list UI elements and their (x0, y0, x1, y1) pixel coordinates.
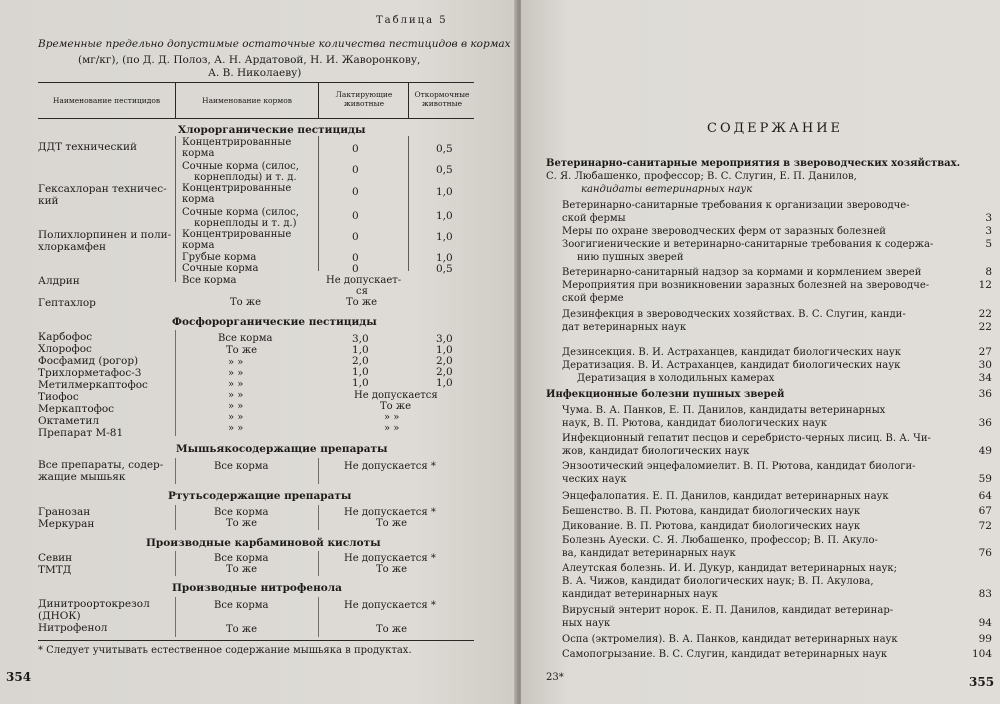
toc-line-text: Энцефалопатия. Е. П. Данилов, кандидат ветеринарных наук (562, 491, 889, 502)
toc-page-number: 67 (978, 505, 992, 517)
ditto-mark: » » (228, 390, 244, 401)
column-divider (318, 597, 319, 637)
toc-line-text: жов, кандидат биологических наук (562, 446, 750, 457)
toc-line-text: ской фермы (562, 213, 626, 224)
pesticide-name: Тиофос (38, 391, 79, 403)
pesticide-name: кий (38, 195, 59, 207)
toc-line-text: Самопогрызание. В. С. Слугин, кандидат ветеринарных наук (562, 649, 888, 660)
column-divider (175, 551, 176, 576)
lactating-value: 2,0 (352, 355, 369, 367)
toc-line-text: Инфекционные болезни пушных зверей (546, 389, 785, 400)
section-heading: Ртутьсодержащие препараты (168, 490, 352, 502)
toc-page-number: 76 (978, 547, 992, 559)
toc-page-number: 36 (978, 388, 992, 400)
feed-name: Концентрированные (182, 183, 292, 194)
toc-line-text: дат ветеринарных наук (562, 322, 687, 333)
pesticide-name: Гранозан (38, 506, 91, 518)
column-divider (175, 505, 176, 530)
pesticide-name: Метилмеркаптофос (38, 379, 148, 391)
toc-line-text: ва, кандидат ветеринарных наук (562, 548, 736, 559)
pesticide-name: Динитроортокрезол (38, 598, 150, 610)
not-allowed: ся (356, 286, 368, 297)
toc-page-number: 5 (985, 238, 992, 250)
pesticide-name: Гексахлоран техничес- (38, 183, 167, 195)
toc-line-text: наук, В. П. Рютова, кандидат биологических наук (562, 418, 827, 429)
pesticide-name: Октаметил (38, 415, 100, 427)
right-page (521, 0, 1000, 704)
toc-page-number: 12 (978, 279, 992, 291)
toc-page-number: 22 (978, 321, 992, 333)
pesticide-name: Препарат М-81 (38, 427, 124, 439)
pesticide-name: ТМТД (38, 564, 72, 576)
footnote: * Следует учитывать естественное содержание мышьяка в продуктах. (38, 645, 412, 656)
pesticide-name: Меркаптофос (38, 403, 115, 415)
not-allowed: Не допускается (354, 390, 438, 401)
column-divider (318, 505, 319, 530)
toc-line-text: кандидаты ветеринарных наук (581, 184, 753, 195)
feed-name: корма (182, 194, 215, 205)
header-fattening: Откормочные животные (414, 90, 470, 108)
lactating-value: 0 (352, 164, 359, 176)
pesticide-name: Полихлорпинен и поли- (38, 229, 172, 241)
fattening-value: 0,5 (436, 164, 453, 176)
feed-name: Концентрированные (182, 137, 292, 148)
not-allowed: Не допускается * (344, 600, 436, 611)
column-divider (175, 136, 176, 282)
feed-name: корнеплоды и т. д.) (194, 218, 297, 229)
toc-line-text: Зоогигиенические и ветеринарно-санитарные требования к содержа- (562, 239, 934, 250)
lactating-value: 1,0 (352, 377, 369, 389)
toc-page-number: 104 (971, 648, 992, 660)
toc-page-number: 3 (985, 225, 992, 237)
pesticide-name: Карбофос (38, 331, 93, 343)
pesticide-name: Хлорофос (38, 343, 92, 355)
toc-page-number: 64 (978, 490, 992, 502)
feed-name: Концентрированные (182, 229, 292, 240)
not-allowed: Не допускает- (326, 275, 402, 286)
pesticide-name: Севин (38, 552, 73, 564)
not-allowed: То же (376, 518, 407, 529)
fattening-value: 1,0 (436, 344, 453, 356)
pesticide-name: Трихлорметафос-3 (38, 367, 142, 379)
fattening-value: 1,0 (436, 252, 453, 264)
not-allowed: Не допускается * (344, 507, 436, 518)
feed-name: То же (226, 624, 257, 635)
toc-line-text: Ветеринарно-санитарный надзор за кормами и кормлением зверей (562, 267, 922, 278)
feed-name: Сочные корма (силос, (182, 161, 299, 172)
section-heading: Производные нитрофенола (172, 582, 342, 594)
ditto-mark: » » (228, 423, 244, 434)
feed-name: То же (226, 518, 257, 529)
table-source-line1: (мг/кг), (по Д. Д. Полоз, А. Н. Ардатовой, Н. И. Жаворонкову, (78, 54, 421, 66)
toc-page-number: 59 (978, 473, 992, 485)
toc-page-number: 72 (978, 520, 992, 532)
feed-name: То же (226, 345, 257, 356)
toc-line-text: кандидат ветеринарных наук (562, 589, 718, 600)
pesticide-name: Все препараты, содер- (38, 459, 164, 471)
table-title: Временные предельно допустимые остаточные количества пестицидов в кормах (38, 38, 511, 50)
pesticide-name: жащие мышьяк (38, 471, 126, 483)
toc-line-text: Ветеринарно-санитарные требования к организации звероводче- (562, 200, 910, 211)
fattening-value: 1,0 (436, 186, 453, 198)
feed-name: Сочные корма (силос, (182, 207, 299, 218)
toc-line-text: ческих наук (562, 474, 627, 485)
pesticide-name: Нитрофенол (38, 622, 108, 634)
feed-name: корма (182, 240, 215, 251)
feed-name: Все корма (182, 275, 237, 286)
toc-page-number: 99 (978, 633, 992, 645)
toc-page-number: 22 (978, 308, 992, 320)
table-source-line2: А. В. Николаеву) (208, 67, 302, 79)
page-number-right: 355 (969, 675, 995, 689)
feed-name: То же (230, 297, 261, 308)
toc-line-text: Оспа (эктромелия). В. А. Панков, кандидат ветеринарных наук (562, 634, 898, 645)
table-header-rule (38, 118, 474, 119)
printer-signature: 23* (546, 672, 564, 683)
lactating-value: 3,0 (352, 333, 369, 345)
header-lactating: Лактирующие животные (335, 90, 393, 108)
toc-page-number: 8 (985, 266, 992, 278)
fattening-value: 1,0 (436, 210, 453, 222)
header-divider (318, 82, 319, 118)
pesticide-name: ДДТ технический (38, 141, 137, 153)
header-pesticide: Наименование пестицидов (52, 96, 161, 105)
toc-line-text: Меры по охране звероводческих ферм от заразных болезней (562, 226, 886, 237)
toc-line-text: Чума. В. А. Панков, Е. П. Данилов, кандидаты ветеринарных (562, 405, 886, 416)
lactating-value: 0 (352, 263, 359, 275)
feed-name: Все корма (218, 333, 273, 344)
column-divider (175, 597, 176, 637)
fattening-value: 2,0 (436, 366, 453, 378)
feed-name: корнеплоды) и т. д. (194, 172, 297, 183)
ditto-mark: » » (228, 368, 244, 379)
toc-line-text: ской ферме (562, 293, 624, 304)
table-bottom-rule (38, 640, 474, 641)
contents-title: СОДЕРЖАНИЕ (707, 121, 844, 136)
fattening-value: 1,0 (436, 231, 453, 243)
toc-line-text: Вирусный энтерит норок. Е. П. Данилов, кандидат ветеринар- (562, 605, 894, 616)
column-divider (318, 458, 319, 484)
toc-line-text: С. Я. Любашенко, профессор; В. С. Слугин, Е. П. Данилов, (546, 171, 857, 182)
toc-page-number: 3 (985, 212, 992, 224)
column-divider (318, 551, 319, 576)
toc-line-text: Дератизация. В. И. Астраханцев, кандидат биологических наук (562, 360, 901, 371)
toc-page-number: 27 (978, 346, 992, 358)
fattening-value: 1,0 (436, 377, 453, 389)
not-allowed: То же (380, 401, 411, 412)
toc-line-text: Алеутская болезнь. И. И. Дукур, кандидат ветеринарных наук; (562, 563, 898, 574)
section-heading: Мышьякосодержащие препараты (176, 443, 388, 455)
ditto-mark: » » (228, 412, 244, 423)
toc-page-number: 34 (978, 372, 992, 384)
toc-line-text: Дератизация в холодильных камерах (577, 373, 775, 384)
feed-name: Все корма (214, 600, 269, 611)
toc-line-text: Бешенство. В. П. Рютова, кандидат биологических наук (562, 506, 861, 517)
toc-page-number: 49 (978, 445, 992, 457)
lactating-value: 1,0 (352, 344, 369, 356)
feed-name: корма (182, 148, 215, 159)
section-heading: Производные карбаминовой кислоты (146, 537, 381, 549)
not-allowed: То же (376, 624, 407, 635)
toc-line-text: В. А. Чижов, кандидат биологических наук; В. П. Акулова, (562, 576, 874, 587)
ditto-mark: » » (228, 357, 244, 368)
not-allowed: Не допускается * (344, 461, 436, 472)
column-divider (408, 136, 409, 271)
feed-name: Грубые корма (182, 252, 257, 263)
fattening-value: 0,5 (436, 263, 453, 275)
toc-line-text: Дезинсекция. В. И. Астраханцев, кандидат биологических наук (562, 347, 901, 358)
ditto-mark: » » (384, 423, 400, 434)
toc-page-number: 83 (978, 588, 992, 600)
pesticide-name: Гептахлор (38, 297, 96, 309)
ditto-mark: » » (228, 379, 244, 390)
toc-line-text: ных наук (562, 618, 611, 629)
toc-line-text: Ветеринарно-санитарные мероприятия в звероводческих хозяйствах. (546, 158, 961, 169)
ditto-mark: » » (228, 401, 244, 412)
lactating-value: 1,0 (352, 366, 369, 378)
toc-line-text: Мероприятия при возникновении заразных болезней на звероводче- (562, 280, 930, 291)
not-allowed: То же (346, 297, 377, 308)
lactating-value: 0 (352, 186, 359, 198)
fattening-value: 0,5 (436, 143, 453, 155)
column-divider (318, 136, 319, 271)
toc-page-number: 94 (978, 617, 992, 629)
ditto-mark: » » (384, 412, 400, 423)
lactating-value: 0 (352, 252, 359, 264)
pesticide-name: Фосфамид (рогор) (38, 355, 139, 367)
toc-line-text: нию пушных зверей (577, 252, 684, 263)
toc-line-text: Дезинфекция в звероводческих хозяйствах. В. С. Слугин, канди- (562, 309, 906, 320)
toc-page-number: 36 (978, 417, 992, 429)
fattening-value: 2,0 (436, 355, 453, 367)
feed-name: Все корма (214, 553, 269, 564)
pesticide-name: хлоркамфен (38, 241, 107, 253)
feed-name: Все корма (214, 461, 269, 472)
toc-page-number: 30 (978, 359, 992, 371)
header-divider (408, 82, 409, 118)
table-number: Таблица 5 (376, 15, 448, 26)
toc-line-text: Болезнь Ауески. С. Я. Любашенко, профессор; В. П. Акуло- (562, 535, 878, 546)
pesticide-name: (ДНОК) (38, 610, 81, 622)
section-heading: Фосфорорганические пестициды (172, 316, 377, 328)
not-allowed: То же (376, 564, 407, 575)
pesticide-name: Меркуран (38, 518, 95, 530)
lactating-value: 0 (352, 231, 359, 243)
page-number-left: 354 (6, 670, 32, 684)
toc-line-text: Инфекционный гепатит песцов и серебристо-черных лисиц. В. А. Чи- (562, 433, 931, 444)
column-divider (175, 458, 176, 484)
feed-name: Сочные корма (182, 263, 259, 274)
not-allowed: Не допускается * (344, 553, 436, 564)
lactating-value: 0 (352, 210, 359, 222)
feed-name: Все корма (214, 507, 269, 518)
toc-line-text: Дикование. В. П. Рютова, кандидат биологических наук (562, 521, 861, 532)
toc-line-text: Энзоотический энцефаломиелит. В. П. Рютова, кандидат биологи- (562, 461, 916, 472)
pesticide-name: Алдрин (38, 275, 80, 287)
feed-name: То же (226, 564, 257, 575)
section-heading: Хлорорганические пестициды (178, 124, 366, 136)
column-divider (175, 330, 176, 436)
fattening-value: 3,0 (436, 333, 453, 345)
lactating-value: 0 (352, 143, 359, 155)
header-feed: Наименование кормов (202, 96, 292, 105)
